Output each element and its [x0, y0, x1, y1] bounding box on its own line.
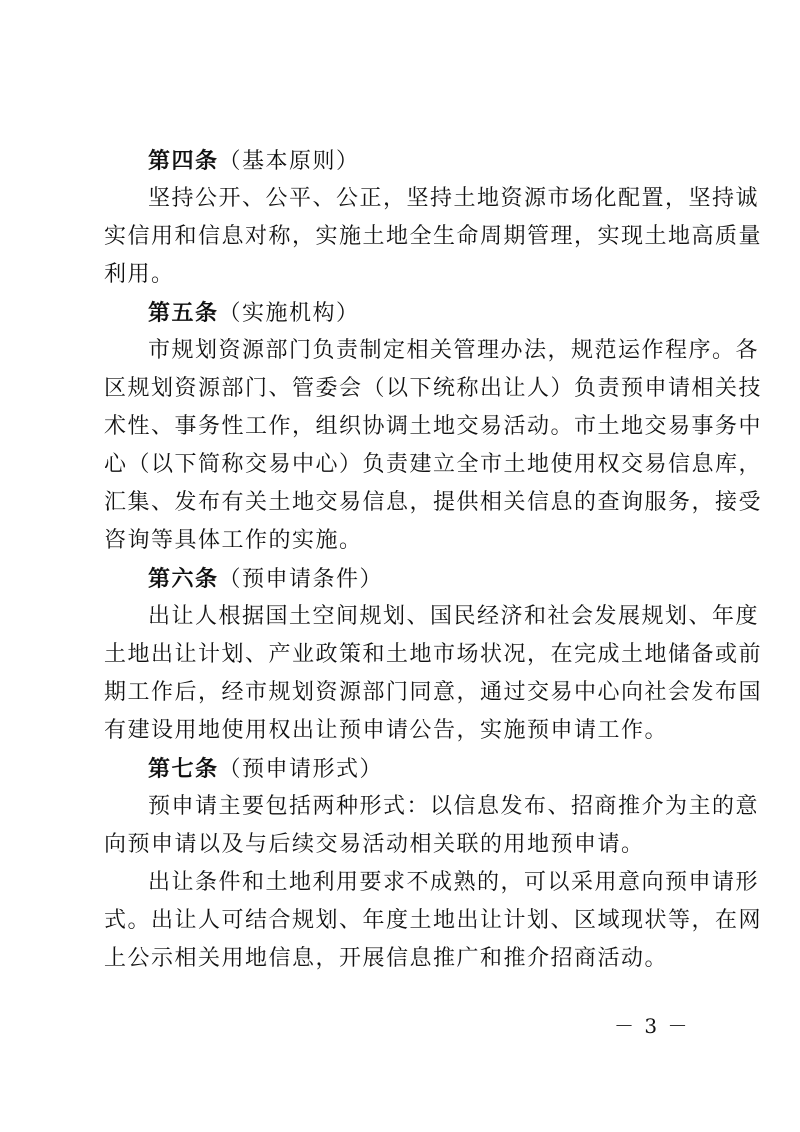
article-number: 第七条 — [148, 756, 219, 782]
paragraph-line: 利用。 — [104, 262, 175, 287]
paragraph-line: 预申请主要包括两种形式：以信息发布、招商推介为主的意 — [148, 794, 760, 819]
paragraph-line: 汇集、发布有关土地交易信息，提供相关信息的查询服务，接受 — [104, 490, 763, 515]
article-heading-4 — [104, 144, 700, 178]
paragraph-line: 土地出让计划、产业政策和土地市场状况，在完成土地储备或前 — [104, 642, 763, 667]
paragraph-line: 向预申请以及与后续交易活动相关联的用地预申请。 — [104, 832, 645, 857]
paragraph-line: 实信用和信息对称，实施土地全生命周期管理，实现土地高质量 — [104, 224, 763, 249]
paragraph-line: 期工作后，经市规划资源部门同意，通过交易中心向社会发布国 — [104, 680, 763, 705]
article-title: （基本原则） — [218, 149, 360, 174]
article-number: 第五条 — [148, 300, 219, 326]
paragraph-line: 出让条件和土地利用要求不成熟的，可以采用意向预申请形 — [148, 870, 760, 895]
paragraph-line: 市规划资源部门负责制定相关管理办法，规范运作程序。各 — [148, 338, 760, 363]
paragraph-line: 咨询等具体工作的实施。 — [104, 528, 363, 553]
article-heading-7 — [104, 752, 700, 786]
paragraph-line: 上公示相关用地信息，开展信息推广和推介招商活动。 — [104, 946, 669, 971]
article-title: （预申请形式） — [218, 757, 384, 782]
paragraph-line: 区规划资源部门、管委会（以下统称出让人）负责预申请相关技 — [104, 376, 763, 401]
paragraph-line: 出让人根据国土空间规划、国民经济和社会发展规划、年度 — [148, 604, 760, 629]
paragraph-line: 心（以下简称交易中心）负责建立全市土地使用权交易信息库， — [104, 452, 763, 477]
paragraph-line: 术性、事务性工作，组织协调土地交易活动。市土地交易事务中 — [104, 414, 763, 439]
page-number: － 3 － — [614, 1014, 690, 1038]
article-heading-6 — [104, 562, 700, 596]
document-body — [104, 144, 763, 980]
article-heading-5 — [104, 296, 700, 330]
article-title: （预申请条件） — [218, 567, 384, 592]
article-title: （实施机构） — [218, 301, 360, 326]
article-number: 第六条 — [148, 566, 219, 592]
paragraph-line: 坚持公开、公平、公正，坚持土地资源市场化配置，坚持诚 — [148, 186, 760, 211]
article-number: 第四条 — [148, 148, 219, 174]
paragraph-line: 式。出让人可结合规划、年度土地出让计划、区域现状等，在网 — [104, 908, 763, 933]
paragraph-line: 有建设用地使用权出让预申请公告，实施预申请工作。 — [104, 718, 669, 743]
